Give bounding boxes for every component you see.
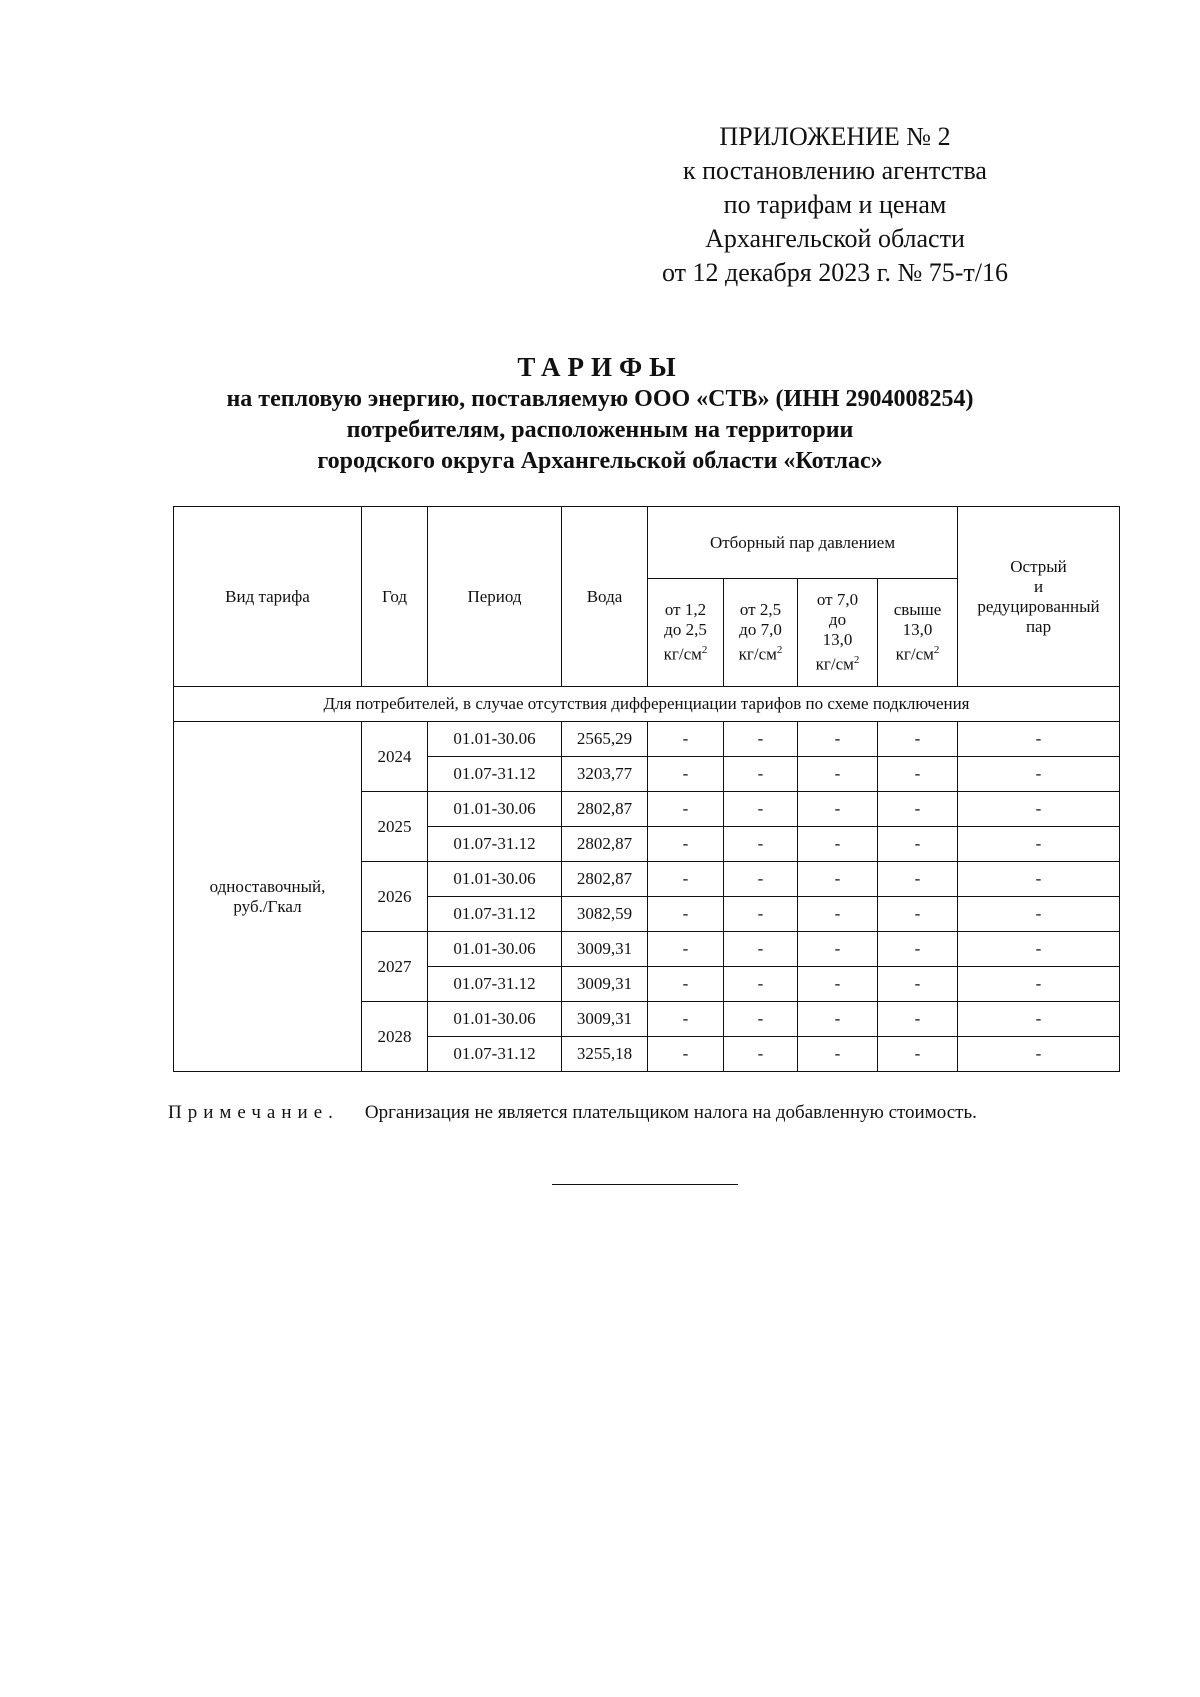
period-cell: 01.07-31.12 xyxy=(428,897,562,932)
steam-cell: - xyxy=(798,967,878,1002)
period-cell: 01.07-31.12 xyxy=(428,827,562,862)
water-cell: 2565,29 xyxy=(562,722,648,757)
year-cell: 2027 xyxy=(362,932,428,1002)
header-steam-4: свыше 13,0 $кг/см^2$ xyxy=(878,579,958,687)
steam-cell: - xyxy=(798,1037,878,1072)
steam-cell: - xyxy=(724,932,798,967)
title-main: ТАРИФЫ xyxy=(517,352,683,382)
steam-cell: - xyxy=(648,862,724,897)
water-cell: 3082,59 xyxy=(562,897,648,932)
steam-cell: - xyxy=(878,792,958,827)
steam-cell: - xyxy=(648,757,724,792)
steam-cell: - xyxy=(798,792,878,827)
year-cell: 2024 xyxy=(362,722,428,792)
steam-cell: - xyxy=(648,932,724,967)
steam-cell: - xyxy=(724,792,798,827)
water-cell: 3009,31 xyxy=(562,967,648,1002)
header-steam-2: от 2,5 до 7,0 $кг/см^2$ xyxy=(724,579,798,687)
table-body xyxy=(174,722,1120,1072)
title-line: на тепловую энергию, поставляемую ООО «СТВ» (ИНН 2904008254) xyxy=(226,386,974,412)
steam-cell: - xyxy=(648,792,724,827)
sharp-steam-cell: - xyxy=(958,1037,1120,1072)
sharp-steam-cell: - xyxy=(958,932,1120,967)
steam-cell: - xyxy=(724,827,798,862)
header-steam-3: от 7,0 до 13,0 $кг/см^2$ xyxy=(798,579,878,687)
header-water: Вода xyxy=(562,507,648,687)
table-subheader: Для потребителей, в случае отсутствия дифференциации тарифов по схеме подключения xyxy=(174,687,1120,722)
year-cell: 2026 xyxy=(362,862,428,932)
sharp-steam-cell: - xyxy=(958,757,1120,792)
header-tariff-type: Вид тарифа xyxy=(174,507,362,687)
note-label: Примечание. xyxy=(168,1102,339,1123)
sharp-steam-cell: - xyxy=(958,792,1120,827)
sharp-steam-cell: - xyxy=(958,722,1120,757)
sharp-steam-cell: - xyxy=(958,1002,1120,1037)
steam-cell: - xyxy=(648,827,724,862)
period-cell: 01.07-31.12 xyxy=(428,967,562,1002)
steam-cell: - xyxy=(798,862,878,897)
steam-cell: - xyxy=(648,1002,724,1037)
header-sharp-steam: Острый и редуцированный пар xyxy=(958,507,1120,687)
period-cell: 01.01-30.06 xyxy=(428,792,562,827)
period-cell: 01.01-30.06 xyxy=(428,862,562,897)
steam-cell: - xyxy=(724,967,798,1002)
water-cell: 3009,31 xyxy=(562,1002,648,1037)
steam-cell: - xyxy=(798,722,878,757)
steam-cell: - xyxy=(878,1037,958,1072)
water-cell: 3255,18 xyxy=(562,1037,648,1072)
year-cell: 2028 xyxy=(362,1002,428,1072)
steam-cell: - xyxy=(878,967,958,1002)
steam-cell: - xyxy=(798,1002,878,1037)
water-cell: 2802,87 xyxy=(562,827,648,862)
header-steam-1: от 1,2 до 2,5 $кг/см^2$ xyxy=(648,579,724,687)
tariff-type-cell: одноставочный, руб./Гкал xyxy=(174,722,362,1072)
period-cell: 01.01-30.06 xyxy=(428,932,562,967)
note xyxy=(168,1102,977,1124)
sharp-steam-cell: - xyxy=(958,827,1120,862)
period-cell: 01.07-31.12 xyxy=(428,1037,562,1072)
steam-cell: - xyxy=(724,1037,798,1072)
appendix-header xyxy=(620,120,1050,290)
steam-cell: - xyxy=(724,722,798,757)
steam-cell: - xyxy=(724,862,798,897)
year-cell: 2025 xyxy=(362,792,428,862)
steam-cell: - xyxy=(648,1037,724,1072)
steam-cell: - xyxy=(798,827,878,862)
steam-cell: - xyxy=(798,932,878,967)
appendix-line: к постановлению агентства xyxy=(683,156,987,185)
period-cell: 01.07-31.12 xyxy=(428,757,562,792)
header-period: Период xyxy=(428,507,562,687)
appendix-line: ПРИЛОЖЕНИЕ № 2 xyxy=(719,122,951,151)
tariff-table xyxy=(173,506,1120,1072)
steam-cell: - xyxy=(724,1002,798,1037)
water-cell: 3203,77 xyxy=(562,757,648,792)
sharp-steam-cell: - xyxy=(958,897,1120,932)
steam-cell: - xyxy=(878,932,958,967)
steam-cell: - xyxy=(648,722,724,757)
title-line: городского округа Архангельской области «Котлас» xyxy=(317,448,883,474)
header-year: Год xyxy=(362,507,428,687)
water-cell: 2802,87 xyxy=(562,862,648,897)
steam-cell: - xyxy=(878,757,958,792)
steam-cell: - xyxy=(798,897,878,932)
title-line: потребителям, расположенным на территории xyxy=(346,417,854,443)
steam-cell: - xyxy=(878,722,958,757)
steam-cell: - xyxy=(724,897,798,932)
steam-cell: - xyxy=(878,827,958,862)
period-cell: 01.01-30.06 xyxy=(428,722,562,757)
sharp-steam-cell: - xyxy=(958,967,1120,1002)
steam-cell: - xyxy=(798,757,878,792)
sharp-steam-cell: - xyxy=(958,862,1120,897)
header-steam-group: Отборный пар давлением xyxy=(648,507,958,579)
steam-cell: - xyxy=(724,757,798,792)
steam-cell: - xyxy=(648,967,724,1002)
steam-cell: - xyxy=(878,897,958,932)
note-text: Организация не является плательщиком налога на добавленную стоимость. xyxy=(364,1102,977,1123)
water-cell: 2802,87 xyxy=(562,792,648,827)
appendix-line: от 12 декабря 2023 г. № 75-т/16 xyxy=(661,258,1009,287)
document-title xyxy=(150,350,1050,477)
steam-cell: - xyxy=(878,1002,958,1037)
appendix-line: по тарифам и ценам xyxy=(723,190,947,219)
appendix-line: Архангельской области xyxy=(705,224,965,253)
water-cell: 3009,31 xyxy=(562,932,648,967)
steam-cell: - xyxy=(878,862,958,897)
closing-rule xyxy=(552,1184,738,1185)
table-row xyxy=(174,722,1120,757)
steam-cell: - xyxy=(648,897,724,932)
period-cell: 01.01-30.06 xyxy=(428,1002,562,1037)
